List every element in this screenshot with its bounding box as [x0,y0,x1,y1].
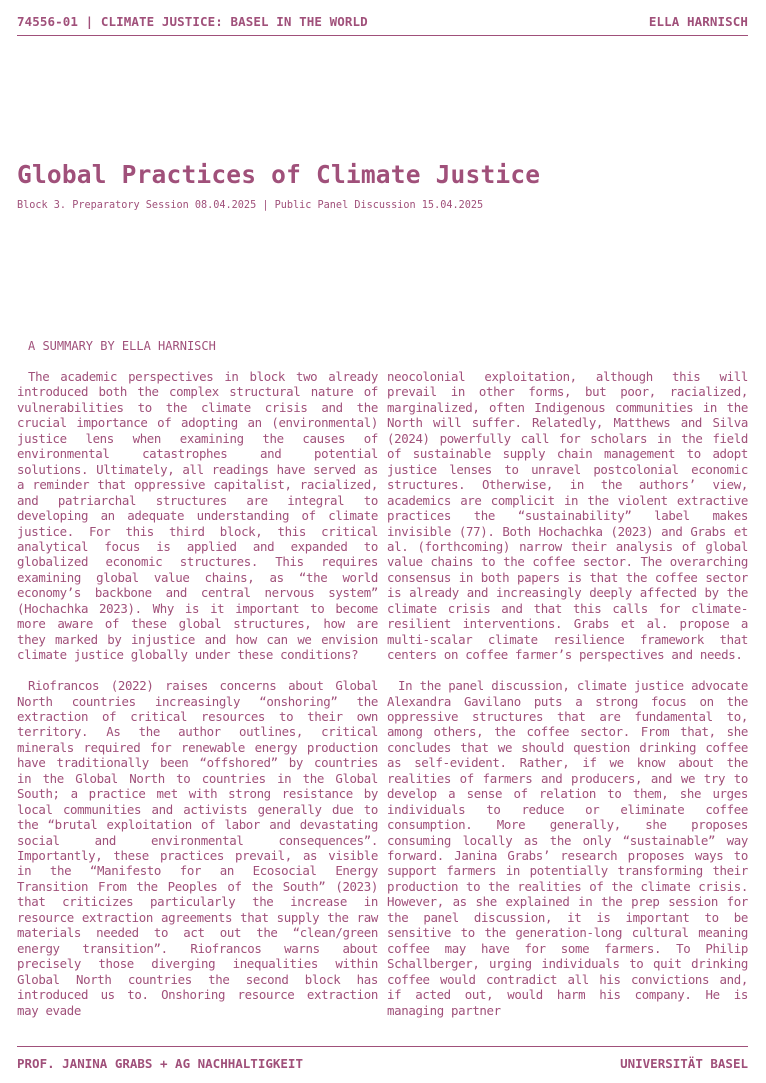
header-author: ELLA HARNISCH [648,14,748,29]
right-column [387,369,748,1018]
course-label: 74556-01 | CLIMATE JUSTICE: BASEL IN THE WORLD [17,14,368,29]
byline: A SUMMARY BY ELLA HARNISCH [28,339,216,353]
page-header [17,14,748,36]
paragraph: Riofrancos (2022) raises concerns about Global North countries increasingly “onshoring” the extraction of critical resources to their own territory. As the author outlines, critical minerals required for renewable energy production have traditionally been “offshored” by countries in the Global North to countries in the Global South; a practice met with strong resistance by local communities and activists generally due to the “brutal exploitation of labor and devastating social and environmental consequences”. Importantly, these practices prevail, as visible in the “Manifesto for an Ecosocial Energy Transition From the Peoples of the South” (2023) that criticizes particularly the increase in resource extraction agreements that supply the raw materials needed to act out the “clean/green energy transition”. Riofrancos warns about precisely those diverging inequalities within Global North countries the second block has introduced us to. Onshoring resource extraction may evade [17,678,378,1018]
left-column [17,369,378,1018]
footer-university-label: UNIVERSITÄT BASEL [620,1056,748,1071]
page-title: Global Practices of Climate Justice [17,160,541,189]
footer-left-label: PROF. JANINA GRABS + AG NACHHALTIGKEIT [17,1056,303,1071]
paragraph: The academic perspectives in block two already introduced both the complex structural nature of vulnerabilities to the climate crisis and the crucial importance of adopting an (environmental) justice lens when examining the causes of environmental catastrophes and potential solutions. Ultimately, all readings have served as a reminder that oppressive capitalist, racialized, and patriarchal structures are integral to developing an adequate understanding of climate justice. For this third block, this critical analytical focus is applied and expanded to globalized economic structures. This requires examining global value chains, as “the world economy’s backbone and central nervous system” (Hochachka 2023). Why is it important to become more aware of these global structures, how are they marked by injustice and how can we envision climate justice globally under these conditions? [17,369,378,663]
paragraph: neocolonial exploitation, although this will prevail in other forms, but poor, racialized, marginalized, often Indigenous communities in the North will suffer. Relatedly, Matthews and Silva (2024) powerfully call for scholars in the field of sustainable supply chain management to adopt justice lenses to unravel postcolonial economic structures. Otherwise, in the authors’ view, academics are complicit in the violent extractive practices the “sustainability” label makes invisible (77). Both Hochachka (2023) and Grabs et al. (forthcoming) narrow their analysis of global value chains to the coffee sector. The overarching consensus in both papers is that the coffee sector is already and increasingly deeply affected by the climate crisis and that this calls for climate-resilient interventions. Grabs et al. propose a multi-scalar climate resilience framework that centers on coffee farmer’s perspectives and needs. [387,369,748,663]
paragraph: In the panel discussion, climate justice advocate Alexandra Gavilano puts a strong focus on the oppressive structures that are fundamental to, among others, the coffee sector. From that, she concludes that we should question drinking coffee as self-evident. Rather, if we know about the realities of farmers and producers, and we try to develop a sense of relation to them, she urges individuals to reduce or eliminate coffee consumption. More generally, she proposes consuming locally as the only “sustainable” way forward. Janina Grabs’ research proposes ways to support farmers in potentially transforming their production to the realities of the climate crisis. However, as she explained in the prep session for the panel discussion, it is important to be sensitive to the generation-long cultural meaning coffee may have for some farmers. To Philip Schallberger, urging individuals to quit drinking coffee would contradict all his convictions and, if acted out, would harm his company. He is managing partner [387,678,748,1018]
page-subtitle: Block 3. Preparatory Session 08.04.2025 | Public Panel Discussion 15.04.2025 [17,200,484,211]
page-footer [17,1046,748,1071]
